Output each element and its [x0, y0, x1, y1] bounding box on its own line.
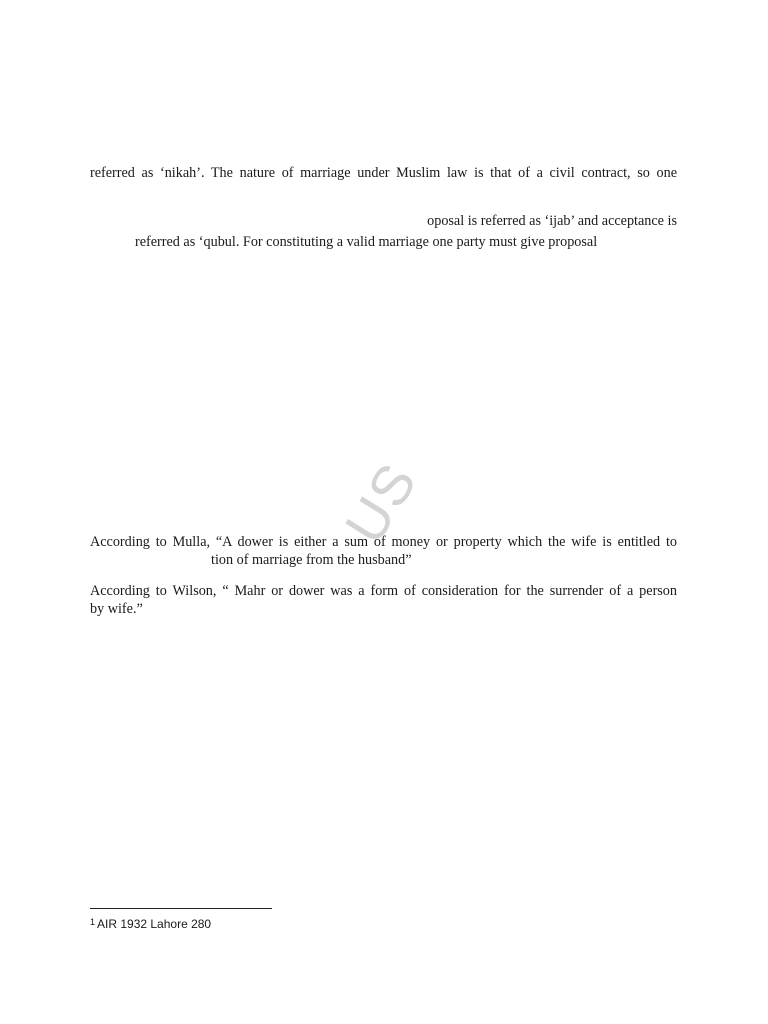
mulla-quote-line-2: tion of marriage from the husband”: [211, 552, 412, 568]
mulla-quote-line-1: According to Mulla, “A dower is either a sum of money or property which the wife is entitled to: [90, 534, 677, 550]
footnote-marker: 1: [90, 917, 96, 927]
footnote-separator: [90, 908, 272, 909]
footnote-text: AIR 1932 Lahore 280: [97, 917, 212, 931]
wilson-quote-line-1: According to Wilson, “ Mahr or dower was a form of consideration for the surrender of a person: [90, 583, 677, 599]
paragraph-2-line-2: referred as ‘qubul. For constituting a valid marriage one party must give proposal: [135, 234, 598, 250]
watermark: US: [332, 451, 430, 554]
footnote: [90, 915, 211, 932]
wilson-quote-line-2: by wife.”: [90, 601, 143, 617]
paragraph-2-line-1: oposal is referred as ‘ijab’ and acceptance is: [427, 213, 677, 229]
paragraph-1-line-1: referred as ‘nikah’. The nature of marriage under Muslim law is that of a civil contract, so one: [90, 165, 677, 181]
